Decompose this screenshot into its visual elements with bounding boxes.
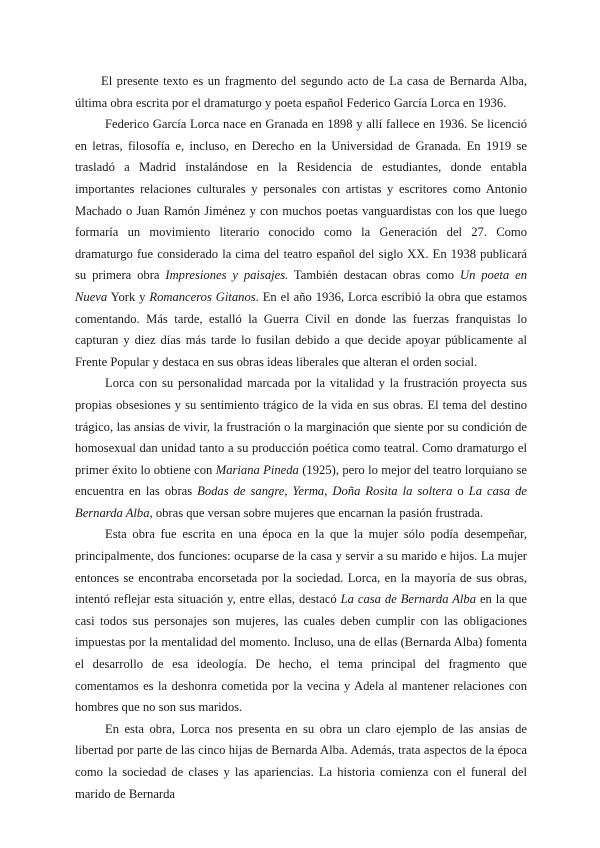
paragraph-themes	[75, 719, 527, 805]
work-title: Mariana Pineda	[215, 462, 299, 477]
paragraph-text: Federico García Lorca nace en Granada en 1898 y allí fallece en 1936. Se licenció en letras, filosofía e, incluso, en Derecho en la Universidad de Granada. En 1919 se trasladó a Madrid instalándose en la Residencia de estudiantes, donde entabla importantes relaciones culturales y personales con artistas y escritores como Antonio Machado o Juan Ramón Jiménez y con muchos poetas vanguardistas con los que luego formaría un movimiento literario conocido como la Generación del 27. Como dramaturgo fue considerado la cima del teatro español del siglo XX. En 1938 publicará su primera obra	[75, 117, 527, 283]
paragraph-text: Lorca con su personalidad marcada por la vitalidad y la frustración proyecta sus propias obsesiones y su sentimiento trágico de la vida en sus obras. El tema del destino trágico, las ansias de vivir, la frustración o la marginación que siente por su condición de homosexual dan unidad tanto a su producción poética como teatral. Como dramaturgo el primer éxito lo obtiene con	[75, 376, 527, 477]
paragraph-text: , obras que versan sobre mujeres que encarnan la pasión frustrada.	[149, 505, 484, 520]
paragraph-text: York y	[107, 289, 150, 304]
paragraph-intro	[75, 71, 527, 114]
work-title: La casa de Bernarda Alba	[75, 484, 527, 520]
paragraph-text: El presente texto es un fragmento del segundo acto de La casa de Bernarda Alba, última obra escrita por el dramaturgo y poeta español Federico García Lorca en 1936.	[75, 74, 527, 110]
work-title: Un poeta en Nueva	[75, 268, 527, 304]
paragraph-text: También destacan obras como	[288, 268, 460, 283]
work-title: Impresiones y paisajes.	[165, 268, 289, 283]
paragraph-text: . En el año 1936, Lorca escribió la obra que estamos comentando. Más tarde, estalló la Guerra Civil en donde las fuerzas franquistas lo capturan y diez días más tarde lo fusilan debido a que decide apoyar públicamente al Frente Popular y destaca en sus obras ideas liberales que alteran el orden social.	[75, 289, 527, 369]
paragraph-personality	[75, 373, 527, 524]
document-body	[75, 71, 527, 805]
paragraph-biography	[75, 114, 527, 373]
paragraph-text: Esta obra fue escrita en una época en la que la mujer sólo podía desempeñar, principalmente, dos funciones: ocuparse de la casa y servir a su marido e hijos. La mujer entonces se encontraba encorsetada por la sociedad. Lorca, en la mayoría de sus obras, intentó reflejar esta situación y, entre ellas, destacó	[75, 527, 527, 607]
paragraph-text: (1925), pero lo mejor del teatro lorquiano se encuentra en las obras	[75, 462, 527, 499]
paragraph-context	[75, 524, 527, 718]
work-title: Bodas de sangre, Yerma, Doña Rosita la soltera	[197, 484, 453, 499]
work-title: Romanceros Gitanos	[149, 289, 256, 304]
paragraph-text: en la que casi todos sus personajes son mujeres, las cuales deben cumplir con las obligaciones impuestas por la mentalidad del momento. Incluso, una de ellas (Bernarda Alba) fomenta el desarrollo de esa ideología. De hecho, el tema principal del fragmento que comentamos es la deshonra cometida por la vecina y Adela al mantener relaciones con hombres que no son sus maridos.	[75, 592, 527, 715]
paragraph-text: En esta obra, Lorca nos presenta en su obra un claro ejemplo de las ansias de libertad por parte de las cinco hijas de Bernarda Alba. Además, trata aspectos de la época como la sociedad de clases y las apariencias. La historia comienza con el funeral del marido de Bernarda	[75, 721, 527, 801]
paragraph-text: o	[452, 484, 469, 499]
work-title: La casa de Bernarda Alba	[340, 592, 477, 607]
